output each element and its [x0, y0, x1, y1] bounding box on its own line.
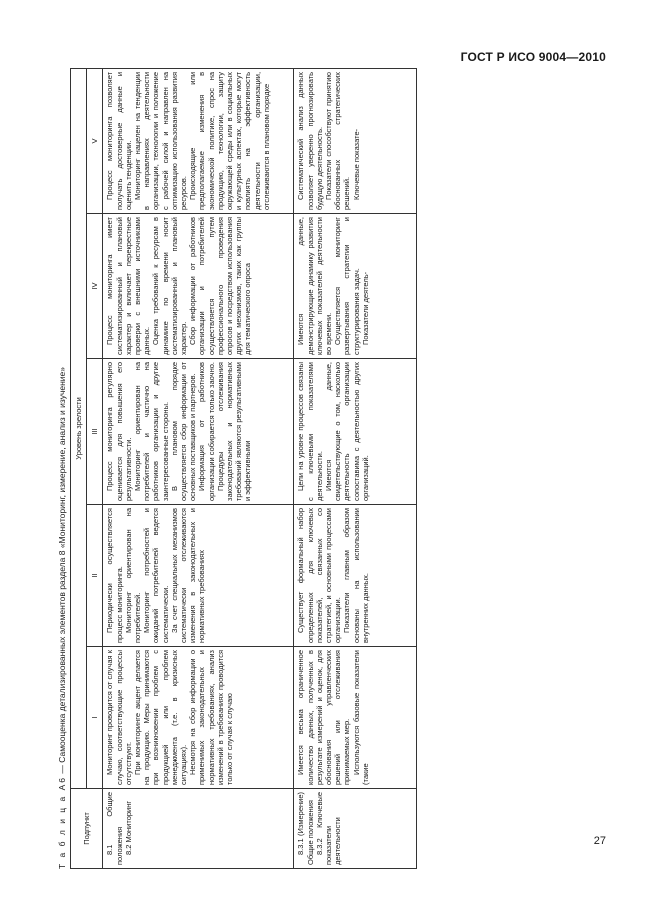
- cell-paragraph: Цели на уровне процессов связаны с ключевыми показателями деятельности.: [296, 362, 324, 501]
- caption-prefix: Т а б л и ц а А6: [57, 775, 67, 869]
- cell-paragraph: Происходящие или предполагаемые изменения в экономической политике, спрос на продукцию, технологии, защиту окружающей среды или в социальных и культурных аспектах, которые могут повлиять на эффективность деятельности организации, отслеживаются в плановом порядке: [188, 71, 271, 210]
- subpunkt-line: 8.2 Мониторинг: [123, 800, 133, 855]
- col-header-subpunkt: Подпункт: [71, 789, 103, 869]
- cell-paragraph: Процедуры отслеживания законодательных и нормативных требований являются результативными и эффективными: [215, 362, 253, 501]
- cell-paragraph: Показатели деятель-: [360, 271, 370, 345]
- subpunkt-cell: [103, 789, 294, 869]
- rotated-table-block: [56, 69, 596, 869]
- cell-paragraph: Имеются данные, демонстрирующие динамику развития ключевых показателей деятельности во времени.: [296, 217, 334, 355]
- cell-paragraph: В плановом порядке осуществляется сбор информации от основных поставщиков и партнеров.: [169, 362, 198, 501]
- maturity-cell: [103, 359, 294, 505]
- maturity-cell: [294, 505, 417, 647]
- subpunkt-cell: [294, 789, 417, 869]
- cell-paragraph: Используются базовые показатели (такие: [351, 650, 370, 785]
- cell-paragraph: Осуществляется мониторинг развертывания стратегии и структурирования задач.: [333, 217, 361, 355]
- cell-paragraph: Мониторинг ориентирован на потребителей.: [123, 508, 143, 643]
- page-number: 27: [593, 835, 606, 847]
- cell-paragraph: За счет специальных механизмов систематически отслеживаются изменения в законодательных и нормативных требованиях: [169, 508, 207, 643]
- maturity-cell: [103, 647, 294, 789]
- maturity-cell: [294, 359, 417, 505]
- cell-paragraph: Сбор информации от работников организации и потребителей осуществляется путем профессионального проведения опросов и посредством использования других механизмов, таких как группы для тематического опроса: [188, 217, 253, 355]
- subpunkt-line: 8.3.1 (Измерение) Общие положения: [296, 792, 315, 865]
- self-assessment-table: [70, 68, 417, 869]
- maturity-cell: [294, 68, 417, 213]
- table-caption: [56, 69, 70, 869]
- cell-paragraph: Показатели главным образом основаны на использовании внутренних данных.: [342, 508, 370, 643]
- maturity-cell: [103, 214, 294, 359]
- cell-paragraph: Существует формальный набор определенных для ключевых показателей, связанных со стратегией, и основными процессами организации.: [296, 508, 343, 643]
- maturity-cell: [294, 214, 417, 359]
- cell-paragraph: Ключевые показате-: [351, 128, 361, 200]
- level-header: III: [87, 359, 103, 505]
- cell-paragraph: При мониторинге акцент делается на продукцию. Меры принимаются при возникновении проблем с продукцией или проблем менеджмента (т.е. в кризисных ситуациях).: [133, 650, 189, 785]
- table-row: [294, 68, 417, 868]
- cell-paragraph: Процесс мониторинга имеет систематизированный и плановый характер и включает перекрестные проверки с внешними источниками данных.: [105, 217, 152, 355]
- standard-header: ГОСТ Р ИСО 9004—2010: [460, 50, 606, 64]
- level-header: II: [87, 505, 103, 647]
- cell-paragraph: Мониторинг проводится от случая к случаю, соответствующие процессы отсутствуют.: [105, 650, 133, 785]
- cell-paragraph: Оценка требований к ресурсам в динамике по времени носит систематизированный и плановый характер.: [151, 217, 189, 355]
- caption-text: — Самооценка детализированных элементов раздела 8 «Мониторинг, измерение, анализ и изучение»: [57, 366, 67, 776]
- cell-paragraph: Систематический анализ данных позволяет уверенно прогнозировать будущую деятельность.: [296, 71, 324, 210]
- cell-paragraph: Несмотря на сбор информации о применимых законодательных и нормативных требованиях, анализ изменений в требованиях проводится только от случая к случаю: [188, 650, 235, 785]
- cell-paragraph: Показатели способствуют принятию обоснованных стратегических решений.: [324, 71, 352, 210]
- subpunkt-line: 8.1 Общие положения: [105, 792, 124, 865]
- maturity-cell: [103, 68, 294, 213]
- level-header: V: [87, 68, 103, 213]
- level-header: IV: [87, 214, 103, 359]
- maturity-cell: [294, 647, 417, 789]
- col-header-maturity: Уровень зрелости: [71, 68, 87, 788]
- cell-paragraph: Имеется весьма ограниченное количество данных, полученных в результате измерений и оценок, для обоснования управленческих решений или отслеживания принимаемых мер.: [296, 650, 352, 785]
- subpunkt-line: 8.3.2 Ключевые показатели деятельности: [314, 792, 343, 865]
- cell-paragraph: Мониторинг ориентирован на потребителей и частично на работников организации и другие заинтересованные стороны.: [133, 362, 170, 501]
- cell-paragraph: Информация от работников организации собирается только заочно.: [197, 362, 216, 501]
- cell-paragraph: Мониторинг нацелен на тенденции в направлениях деятельности организации, технологии и положение с рабочей силой и направлен на оптимизацию использования развития ресурсов.: [133, 71, 189, 210]
- cell-paragraph: Процесс мониторинга позволяет получать достоверные данные и оценить тенденции.: [105, 71, 133, 210]
- maturity-cell: [103, 505, 294, 647]
- table-row: [103, 68, 294, 868]
- level-header: I: [87, 647, 103, 789]
- cell-paragraph: Периодически осуществляется процесс мониторинга.: [105, 508, 124, 643]
- cell-paragraph: Процесс мониторинга регулярно оценивается для повышения его результативности.: [105, 362, 133, 501]
- cell-paragraph: Имеются данные, свидетельствующие о том, насколько деятельность организации сопоставима с деятельностью других организаций.: [324, 362, 370, 501]
- cell-paragraph: Мониторинг потребностей и ожиданий потребителей ведется систематически.: [142, 508, 170, 643]
